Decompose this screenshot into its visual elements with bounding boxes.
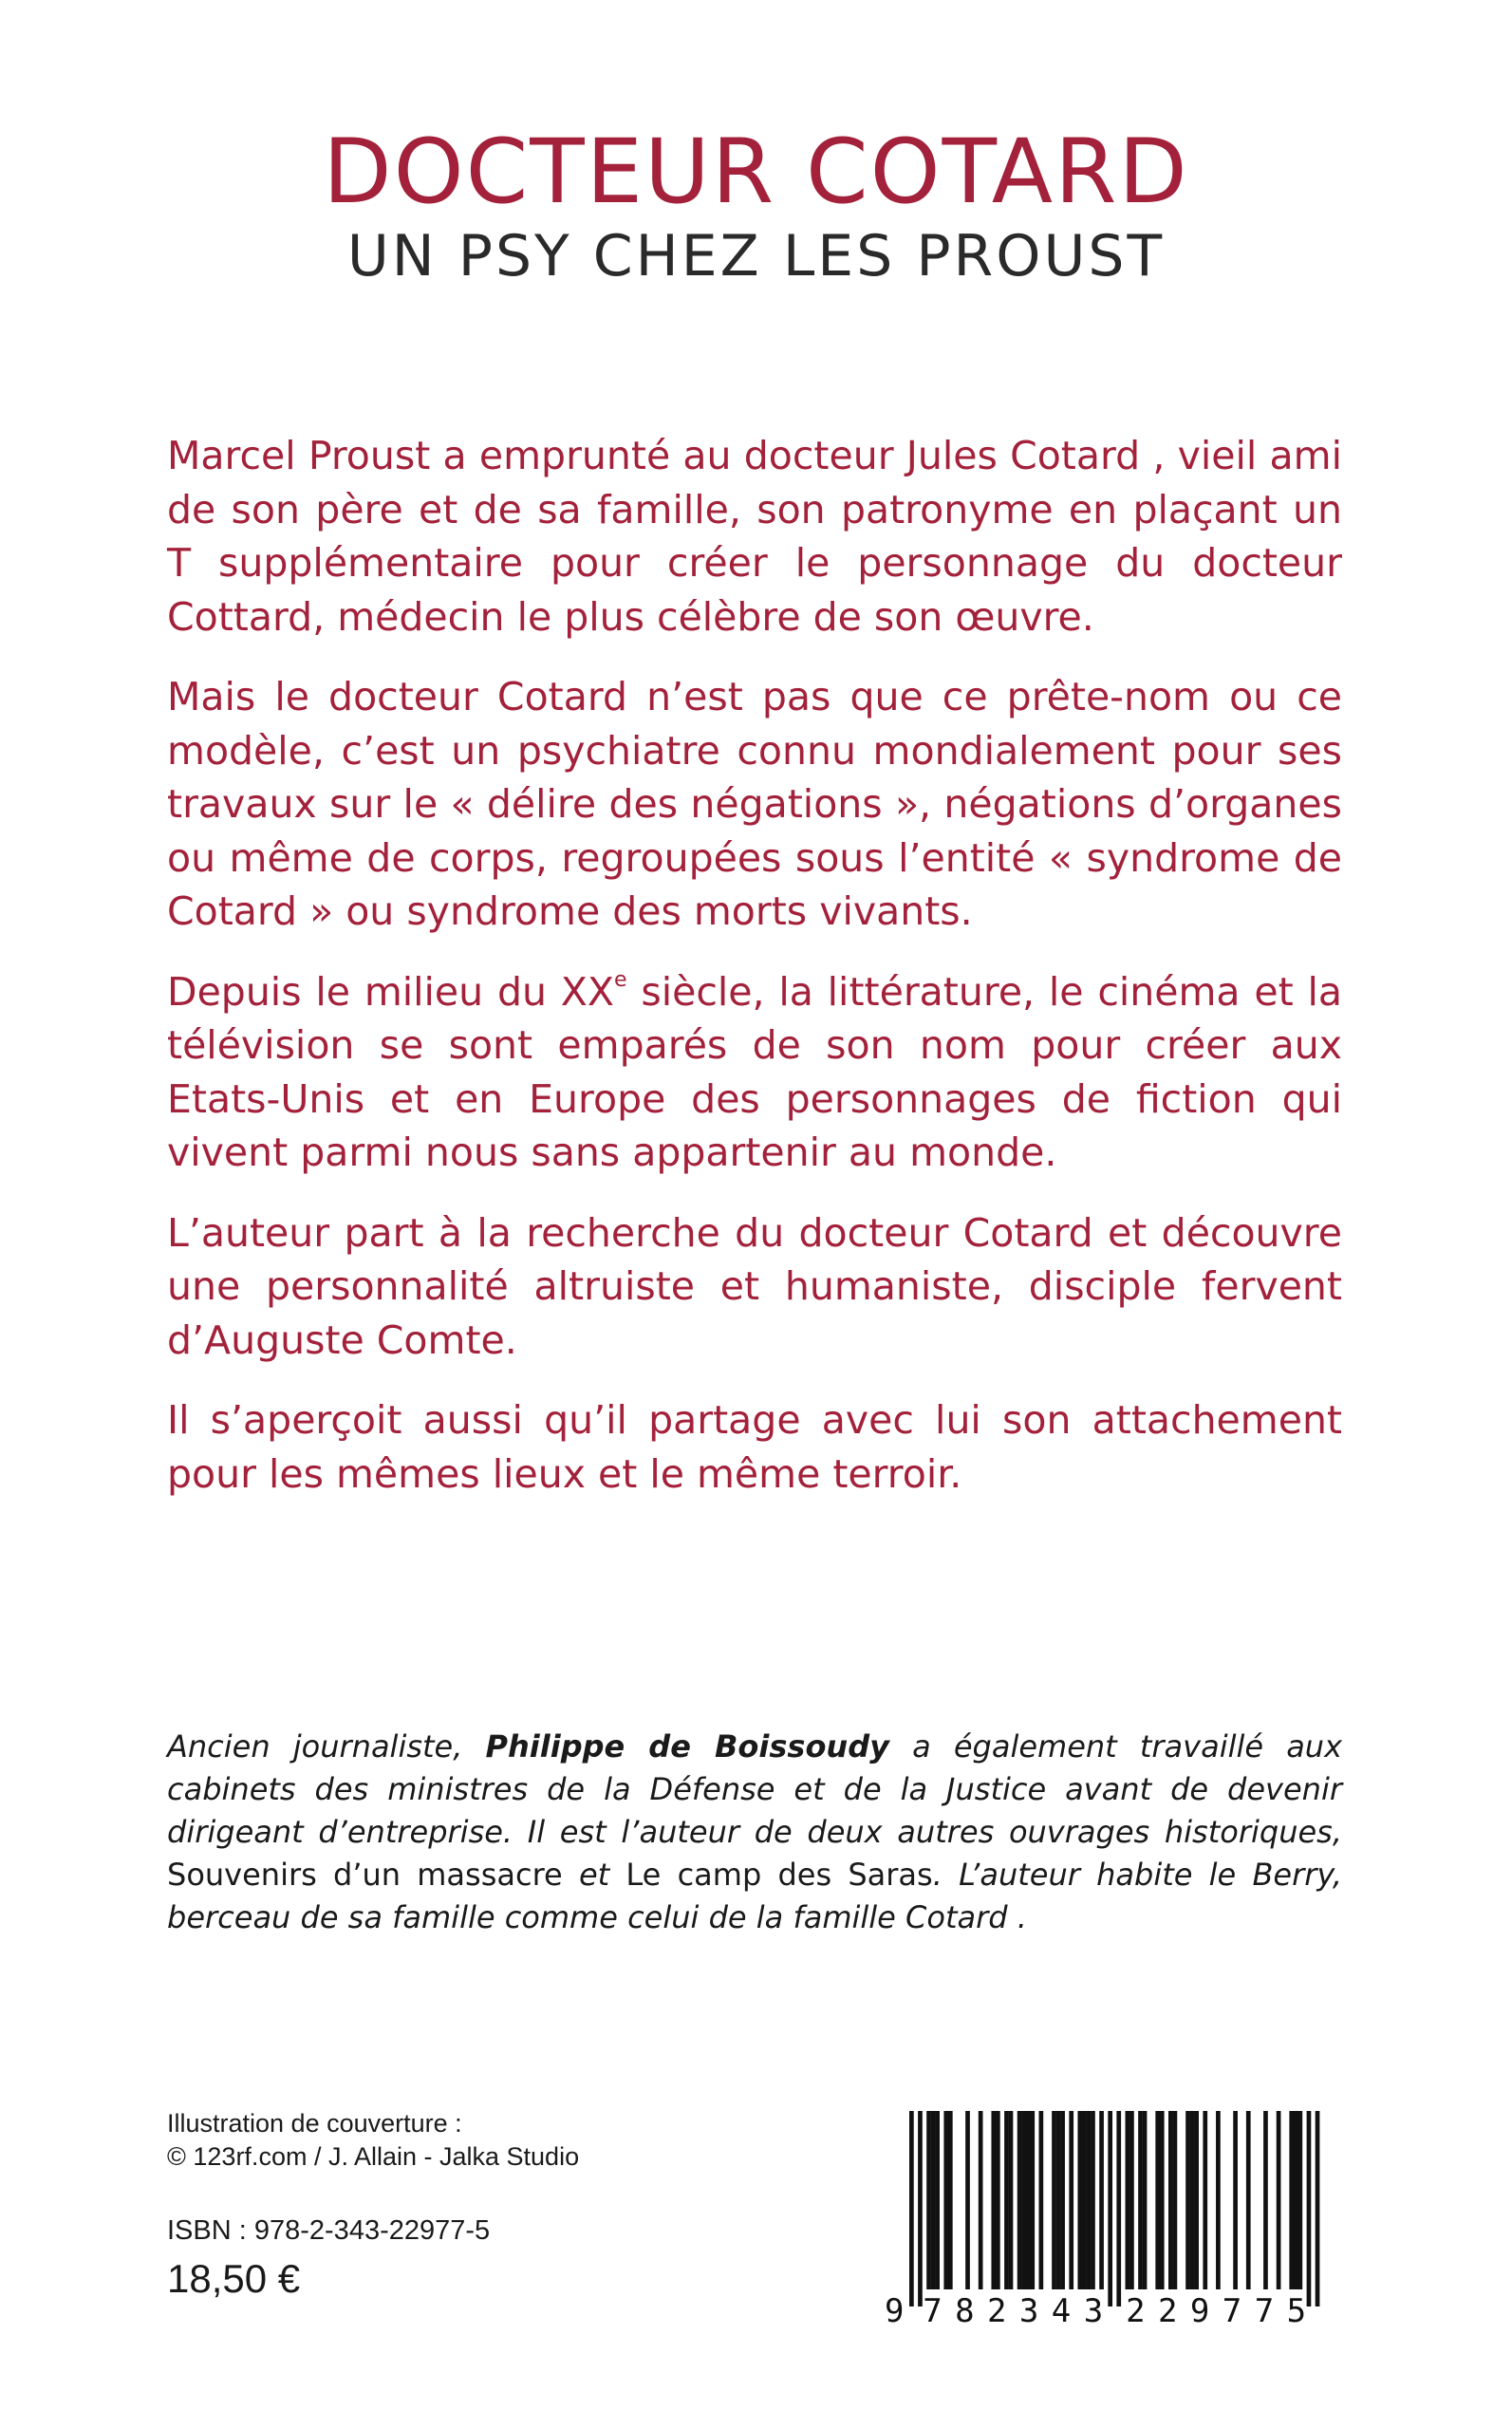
barcode-bar <box>1160 2111 1165 2289</box>
barcode-first-digit: 9 <box>885 2292 905 2327</box>
barcode-bar <box>926 2111 931 2289</box>
barcode-guard-bar <box>909 2111 914 2306</box>
barcode-bar <box>1004 2111 1009 2289</box>
barcode-bar <box>1087 2111 1092 2289</box>
barcode-guard-bar <box>1307 2111 1312 2306</box>
barcode-bar <box>935 2111 940 2289</box>
title-block <box>0 123 1512 290</box>
barcode-bar <box>1233 2111 1238 2289</box>
barcode-bar <box>1190 2111 1195 2289</box>
barcode-bar <box>1216 2111 1221 2289</box>
bio-intro: Ancien journaliste, <box>167 1728 486 1765</box>
barcode-bar <box>1082 2111 1087 2289</box>
barcode-bar <box>979 2111 983 2289</box>
barcode-bar <box>1077 2111 1082 2289</box>
barcode-bar <box>931 2111 936 2289</box>
barcode-bar <box>1203 2111 1207 2289</box>
blurb-paragraph-2: Mais le docteur Cotard n’est pas que ce prête-nom ou ce modèle, c’est un psychiatre connu mondialement pour ses travaux sur le « délire des négations », négations d’organes ou même de corps, regroupées sous l’entité « syndrome de Cotard » ou syndrome des morts vivants. <box>167 674 1342 934</box>
barcode-bar <box>1030 2111 1035 2289</box>
blurb-paragraph-1: Marcel Proust a emprunté au docteur Jules Cotard , vieil ami de son père et de sa famille, son patronyme en plaçant un T supplémentaire pour créer le personnage du docteur Cottard, médecin le plus célèbre de son œuvre. <box>167 433 1342 640</box>
barcode-bar <box>1168 2111 1173 2289</box>
bio-and: et <box>578 1857 626 1893</box>
barcode-right-digits: 229775 <box>1126 2292 1307 2327</box>
barcode-bar <box>1129 2111 1134 2289</box>
barcode-bar <box>1173 2111 1178 2289</box>
barcode-guard-bar <box>918 2111 923 2306</box>
blurb-p3-end: siècle, la littérature, le cinéma et la télévision se sont emparés de son nom pour créer aux Etats-Unis et en Europe des personnages de fiction qui vivent parmi nous sans appartenir au monde. <box>167 968 1342 1175</box>
barcode-guard-bar <box>1116 2111 1121 2306</box>
barcode-bar <box>1069 2111 1073 2289</box>
barcode-guard-bar <box>1108 2111 1112 2306</box>
barcode-bar <box>943 2111 948 2289</box>
barcode-bar <box>948 2111 953 2289</box>
barcode-bar <box>1246 2111 1251 2289</box>
barcode-bar <box>1060 2111 1065 2289</box>
barcode-bar <box>991 2111 996 2289</box>
blurb-paragraph-3 <box>167 965 1342 1180</box>
barcode-bar <box>1126 2111 1130 2289</box>
barcode-bar <box>1017 2111 1022 2289</box>
barcode-bar <box>965 2111 970 2289</box>
barcode-bar <box>1194 2111 1199 2289</box>
century-superscript: e <box>613 967 627 992</box>
book-subtitle: UN PSY CHEZ LES PROUST <box>346 223 1166 289</box>
barcode-bar <box>1039 2111 1044 2289</box>
bio-book-2: Le camp des Saras <box>625 1857 933 1893</box>
barcode-bar <box>1091 2111 1095 2289</box>
back-cover-blurb <box>167 429 1342 1527</box>
barcode-guard-bar <box>1316 2111 1320 2306</box>
ean13-barcode <box>883 2107 1346 2327</box>
barcode-bar <box>1056 2111 1061 2289</box>
blurb-paragraph-4: L’auteur part à la recherche du docteur Cotard et découvre une personnalité altruiste et humaniste, disciple fervent d’Auguste Comte. <box>167 1209 1342 1363</box>
barcode-bar <box>1294 2111 1298 2289</box>
barcode-bars <box>909 2111 1319 2306</box>
barcode-bar <box>1277 2111 1281 2289</box>
blurb-p3-start: Depuis le milieu du XX <box>167 968 614 1015</box>
barcode-bar <box>1009 2111 1014 2289</box>
barcode-bar <box>1026 2111 1031 2289</box>
blurb-paragraph-5: Il s’aperçoit aussi qu’il partage avec lui son attachement pour les mêmes lieux et le même terroir. <box>167 1397 1342 1497</box>
barcode-left-digits: 782343 <box>923 2292 1104 2327</box>
bio-text-1: a également travaillé aux cabinets des ministres de la Défense et de la Justice avant de devenir dirigeant d’entreprise. Il est l’auteur de deux autres ouvrages historiques, <box>167 1728 1343 1850</box>
barcode-bar <box>1289 2111 1294 2289</box>
credits-label: Illustration de couverture : <box>167 2109 462 2138</box>
barcode-bar <box>1021 2111 1026 2289</box>
barcode-graphic <box>883 2107 1346 2327</box>
author-bio <box>167 1726 1342 1939</box>
credits-value: © 123rf.com / J. Allain - Jalka Studio <box>167 2142 580 2171</box>
barcode-bar <box>1138 2111 1143 2289</box>
barcode-bar <box>1298 2111 1303 2289</box>
barcode-bar <box>1155 2111 1160 2289</box>
book-title: DOCTEUR COTARD <box>323 121 1189 224</box>
illustration-credits <box>167 2107 579 2174</box>
barcode-bar <box>1099 2111 1104 2289</box>
bio-book-1: Souvenirs d’un massacre <box>167 1857 579 1893</box>
price: 18,50 € <box>167 2256 301 2301</box>
author-name: Philippe de Boissoudy <box>485 1728 889 1765</box>
barcode-bar <box>1052 2111 1056 2289</box>
barcode-bar <box>996 2111 1000 2289</box>
barcode-bar <box>1185 2111 1190 2289</box>
bio-text-2: . L’auteur habite le Berry, berceau de sa famille comme celui de la famille Cotard . <box>167 1857 1343 1935</box>
isbn: ISBN : 978-2-343-22977-5 <box>167 2215 491 2246</box>
barcode-bar <box>1143 2111 1148 2289</box>
barcode-bar <box>1263 2111 1268 2289</box>
